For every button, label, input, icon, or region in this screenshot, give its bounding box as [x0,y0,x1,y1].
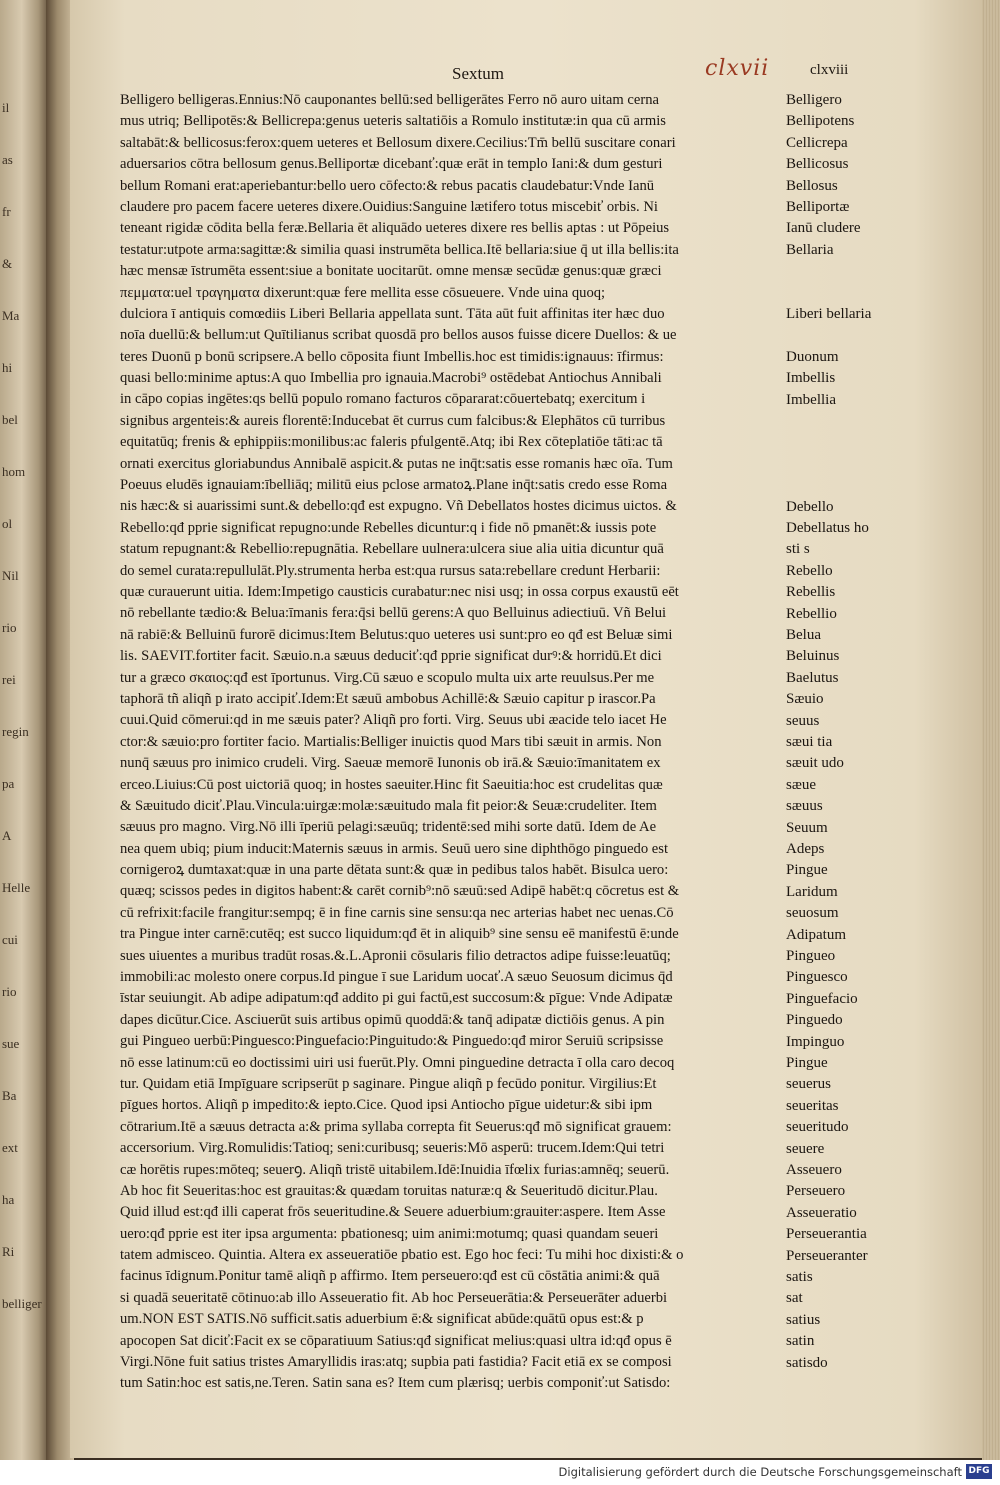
margin-keyword: Pinguedo [786,1012,843,1029]
margin-keyword: sæui tia [786,734,833,750]
text-line: ornati exercitus gloriabundus Annibalē aspicit.& putas ne inq̄t:satis esse romanis hæc oīa. Tum [120,455,673,472]
margin-keyword: Pinguefacio [786,990,858,1007]
text-line: Ab hoc fit Seueritas:hoc est grauitas:& quædam toruitas naturæ:q & Seueritudō dicitur.Plau. [120,1182,658,1199]
margin-keyword: satisdo [786,1354,828,1371]
facing-page-fragment: Ma [2,308,20,323]
text-line: Rebello:qđ pprie significat repugno:unde Rebelles dicuntur:q i fide nō pmanēt:& iussis pote [120,519,657,536]
text-line: gui Pingueo uerbū:Pinguesco:Pinguefacio:Pinguitudo:& Pinguedo:qđ miror Seruiū scripsisse [120,1033,664,1050]
text-line: nō esse latinum:cū eo doctissimi uiri usi fuerūt.Ply. Omni pinguedine detracta ī olla caro decoq [120,1054,675,1071]
facing-page-fragment: Ba [2,1088,17,1103]
facing-page-fragment: bel [2,412,18,427]
text-line: tur. Quidam etiā Impīguare scripserūt p saginare. Pingue aliqñ p fecūdo ponitur. Virgilius:Et [120,1075,657,1092]
text-line: accersorium. Virg.Romulidis:Tatioq; seni:curibusq; seueris:Mō asperū: trucem.Idem:Qui tetri [120,1140,665,1157]
margin-keyword: Bellicosus [786,156,849,173]
text-line: lis. SAEVIT.fortiter facit. Sæuio.n.a sæuus deduciť:qđ pprie significat durꝰ:& horridū.Et dici [120,648,662,665]
text-line: bellum Romani erat:aperiebantur:bello uero cōfecto:& rebus pacatis claudebatur:Vnde Ianū [120,177,655,194]
text-line: cornigeroꝝ dumtaxat:quæ in una parte dētata sunt:& quæ in pedibus talos habēt. Bisulca uero: [120,862,669,879]
text-line: cæ horētis rupes:mōteq; seuerꝯ. Aliqñ tristē uitabilem.Idē:Inuidia īfœlix furias:amnēq; seuerū. [120,1161,670,1178]
text-line: erceo.Liuius:Cū post uictoriā quoq; in hostes saeuiter.Hinc fit Saeuitia:hoc est crudelitas quæ [120,776,663,793]
text-line: do semel curata:repullulāt.Ply.strumenta herba est:qua rursus sata:rebellare credunt Herbarii: [120,562,661,579]
text-line: tatem admisceo. Quintia. Altera ex asseueratiōe pbatio est. Ego hoc feci: Tu mihi hoc dixisti:& o [120,1247,684,1264]
text-line: nā rabiē:& Belluinū furorē dicimus:Item Belutus:quo ueteres usi sunt:pro eo qđ est Beluæ simi [120,626,673,643]
text-line: teres Duonū p bonū scripsere.A bello cōposita fiunt Imbellis.hoc est timidis:ignauus: īfirmus: [120,348,664,365]
text-line: noīa duellū:& bellum:ut Quītilianus scribat quosdā pro bellos ausos fuisse dicere Duellos: & ue [120,327,677,344]
text-line: Poeuus eludēs ignauiam:ībelliāq; militū eius pclose armatoꝝ.Plane inq̄t:satis credo esse Roma [120,477,668,494]
text-line: & Sæuitudo diciť.Plau.Vincula:uirgæ:molæ:sæuitudo mala fit peior:& Seuæ:crudeliter. Item [120,797,657,814]
facing-page-fragment: il [2,100,10,115]
facing-page-fragment: ext [2,1140,18,1155]
text-line: um.NON EST SATIS.Nō sufficit.satis aduerbium ē:& significat abūde:quātū opus est:& p [120,1311,644,1328]
margin-keyword: seuosum [786,905,839,922]
margin-keyword: Liberi bellaria [786,306,872,322]
text-line: immobili:ac molesto onere corpus.Id pingue ī sue Laridum uocať.A sæuo Seuosum dicimus q̄d [120,969,673,986]
text-line: aduersarios cōtra bellosum genus.Belliportæ dicebanť:quæ erāt in templo Iani:& dum gesturi [120,156,663,173]
margin-keyword: seueritas [786,1097,839,1114]
running-head: Sextum [452,64,504,83]
text-line: quæ curauerunt uitia. Idem:Impetigo causticis curabatur:nec nisi usq; in ossa corpus exaustū eēt [120,583,679,600]
text-line: nea quem ubiq; pium inducit:Maternis sæuus in armis. Seuū uero sine diphthōgo pinguedo est [120,840,669,857]
margin-keyword: Debello [786,498,834,515]
margin-keyword: Pingue [786,862,828,879]
facing-page-fragment: Nil [2,568,19,583]
facing-page-fragment: rei [2,672,16,687]
text-line: ctor:& sæuio:pro fortiter facio. Martialis:Belliger inuictis quod Mars tibi sæuit in armis. Non [120,733,662,750]
margin-keyword: Rebellio [786,605,837,622]
text-line: teneant rigidæ cōdita bella feræ.Bellaria ēt aliquādo ueteres dixere res bellis aptas : ut Pōpeius [120,220,670,237]
text-line: tum Satin:hoc est satis,ne.Teren. Satin sana es? Item cum plærisq; uerbis componiť:ut Satisdo: [120,1375,671,1392]
margin-keyword: Belligero [786,92,842,108]
text-line: hæc mensæ īstrumēta essent:siue a bonitate uocitarūt. omne mensæ secūdæ genus:quæ græci [120,263,662,280]
margin-keyword: Adeps [786,841,825,857]
facing-page-fragment: regin [2,724,29,739]
margin-keyword: Pingue [786,1055,828,1071]
facing-page-fragment: cui [2,932,18,947]
margin-keyword: Rebello [786,562,833,579]
text-line: testatur:utpote arma:sagittæ:& similia quasi instrumēta bellica.Itē bellaria:siue q̄ ut illa bellis:ita [120,241,679,258]
margin-keyword: satis [786,1269,813,1285]
margin-keyword: Bellosus [786,177,838,194]
margin-keyword: sat [786,1290,803,1307]
facing-page-fragment: hi [2,360,13,375]
text-line: Quid illud est:qđ illi caperat frōs seueritudine.& Seuere aduerbium:grauiter:aspere. Item Asse [120,1204,666,1221]
facing-page-fragment: ol [2,516,13,531]
text-line: nō rebellante tædio:& Belua:īmanis fera:q̄si bellū gerens:A quo Belluinus adiectiuū. Vñ Belui [120,605,667,622]
facing-page-fragment: pa [2,776,15,791]
margin-keyword: sæuus [786,798,823,815]
margin-keyword: sæue [786,776,816,793]
facing-page-fragment: Ri [2,1244,15,1259]
text-line: uero:qđ pprie est iter ipsa argumenta: pbationesq; uim animi:motumq; quasi quandam seueri [120,1225,659,1242]
text-line: in cāpo copias ingētes:qs bellū populo romano facturos cōpararat:cōuertebatq; exercitum i [120,391,646,408]
margin-keyword: Debellatus ho [786,520,869,536]
text-line: quasi bello:minime aptus:A quo Imbellia pro ignauia.Macrobi⁹ ostēdebat Antiochus Annibali [120,370,662,387]
text-line: tur a græco σκαιος:qđ est īportunus. Virg.Cū sæuo e scopulo multa uix arte reuulsus.Per me [120,669,655,686]
text-line: signibus argenteis:& aureis florentē:Inducebat ēt currus cum falcibus:& Elephātos cū turribus [120,412,666,429]
facing-page-fragment: belliger [2,1296,42,1311]
text-line: Virgi.Nōne fuit satius tristes Amaryllidis iras:atq; supbia pati fastidia? Facit etiā ex se composi [120,1354,672,1371]
margin-keyword: Laridum [786,883,838,900]
facing-page-fragment: rio [2,620,17,635]
margin-keyword: satin [786,1333,815,1350]
facing-page-fragment: A [2,828,12,843]
text-line: tra Pingue inter carnē:cutēq; est succo liquidum:qđ ēt in aliquib⁹ sine sensu eē manifestū ē:unde [120,926,679,943]
margin-keyword: Perseuerantia [786,1226,867,1243]
margin-keyword: seuus [786,712,820,729]
margin-keyword: Bellaria [786,241,834,258]
facing-page-fragment: hom [2,464,26,479]
margin-keyword: Impinguo [786,1033,845,1050]
margin-keyword: seueritudo [786,1119,849,1136]
text-line: quæq; scissos pedes in digitos habent:& carēt cornib⁹:nō sæuū:sed Adipē habēt:q cōcretus est & [120,883,680,900]
text-line: facinus īdignum.Ponitur tamē aliqñ p affirmo. Item perseuero:qđ est cū cōstātia animi:& quā [120,1268,660,1285]
text-line: Belligero belligeras.Ennius:Nō cauponantes bellū:sed belligerātes Ferro nō auro uitam cerna [120,92,659,108]
margin-keyword: Cellicrepa [786,134,848,151]
text-line: sues uiuentes a muribus tradūt rosas.&.L.Apronii cōsularis filio detractos adipe fuisse:leuatūq; [120,947,671,964]
margin-keyword: satius [786,1311,821,1328]
margin-keyword: Belliportæ [786,199,850,215]
margin-keyword: Beluinus [786,648,840,665]
text-line: cū refrixit:facile frangitur:sempq; ē in fine carnis sine sensu:qa nec arterias habet nec uenas.Cō [120,904,674,921]
digitization-footer [0,1460,1000,1485]
text-line: equitatūq; frenis & ephippiis:monilibus:ac faleris pfulgentē.Atq; ibi Rex cōteplatiōe tāti:ac tā [120,434,663,451]
margin-keyword: Pingueo [786,948,836,964]
text-line: dapes dicūtur.Cice. Asciuerūt suis artibus opimū quoddā:& tanq̄ adipatæ dictiōis genus. A pin [120,1011,665,1028]
text-line: sæuus pro magno. Virg.Nō illi īperiū pelagi:sæuūq; tridentē:sed mihi sorte datū. Idem de Ae [120,819,657,836]
facing-page-fragment: sue [2,1036,20,1051]
main-text-column [120,90,776,1395]
margin-keyword: Baelutus [786,669,839,686]
text-line: mus utriq; Bellipotēs:& Bellicrepa:genus ueteris saltatiōis a Romulo institutæ:in qua cū armis [120,113,666,130]
text-line: taphorā tñ aliqñ p irato accipiť.Idem:Et sæuū ambobus Achillē:& Sæuio capitur p irascor.Pa [120,690,656,707]
text-line: nunq̄ sæuus pro inimico crudeli. Virg. Saeuæ memorē Iunonis ob irā.& Sæuio:īmanitatem ex [120,755,661,772]
text-line: nis hæc:& si auarissimi sunt.& debello:qđ est expugno. Vñ Debellatos hostes dicimus uictos. & [120,498,677,515]
manuscript-folio-note: clxvii [705,56,770,81]
text-line: statum repugnant:& Rebellio:repugnātia. Rebellare uulnera:ulcera siue alia uitia dicuntur quā [120,541,664,558]
text-line: claudere pro pacem facere ueteres dixere.Ouidius:Sanguine lætifero totus miscebiť orbis. Ni [120,198,658,215]
margin-keyword: Adipatum [786,926,846,943]
margin-keyword: seuere [786,1140,825,1157]
margin-keyword: Perseueranter [786,1247,868,1264]
margin-keyword: Pinguesco [786,969,848,986]
text-line: saltabāt:& bellicosus:ferox:quem ueteres et Bellosum dixere.Cecilius:Tm̄ bellū suscitare conari [120,134,676,151]
margin-keyword: Ianū cludere [786,220,861,237]
margin-keyword: sti s [786,541,810,558]
margin-keyword: Imbellis [786,370,836,387]
facing-page-fragment: as [2,152,13,167]
margin-keyword: Perseuero [786,1183,846,1200]
facing-page-fragment: ha [2,1192,15,1207]
margin-keyword: Belua [786,627,821,643]
text-line: apocopen Sat diciť:Facit ex se cōparatiuum Satius:qđ significat melius:quasi ultra id:qđ opus ē [120,1332,672,1349]
text-line: īstar seuiungit. Ab adipe adipatum:qđ addito pi gui factū,est succosum:& pīgue: Vnde Adipatæ [120,990,673,1007]
text-line: cuui.Quid cōmerui:qd in me sæuis pater? Aliqñ pro forti. Virg. Seuus ubi æacide telo iacet He [120,712,667,729]
margin-keyword: sæuit udo [786,755,844,772]
text-line: pīgues hortos. Aliqñ p impedito:& iepto.Cice. Quod ipsi Antiocho pīgue uidetur:& sibi ipm [120,1097,653,1114]
margin-keyword: Duonum [786,348,839,365]
facing-page-fragment: & [2,256,13,271]
margin-keyword: Seuum [786,819,828,836]
text-line: cōtrarium.Itē a sæuus detracta a:& prima syllaba correpta fit Seuerus:qđ mō significat grauem: [120,1118,672,1135]
funding-credit: Digitalisierung gefördert durch die Deutsche Forschungsgemeinschaft [558,1465,962,1479]
text-line: dulciora ī antiquis comœdiis Liberi Bellaria appellata sunt. Tāta aūt fuit affinitas iter hæc duo [120,305,665,322]
margin-keyword: Rebellis [786,584,836,601]
page-stack-edge [982,0,1000,1460]
margin-keyword: seuerus [786,1076,831,1093]
margin-keyword: Sæuio [786,691,824,708]
margin-keyword: Asseuero [786,1162,842,1178]
dfg-logo: DFG [966,1464,992,1479]
facing-page-edge [0,0,48,1460]
margin-keyword: Bellipotens [786,113,855,130]
text-line: πεμματα:uel τραγηματα dixerunt:quæ fere mellita esse cōsueuere. Vnde uina quoq; [120,284,606,301]
margin-keyword: Asseueratio [786,1204,857,1221]
margin-keyword: Imbellia [786,391,836,408]
facing-page-fragment: Helle [2,880,31,895]
facing-page-fragment: fr [2,204,11,219]
folio-number: clxviii [810,62,849,78]
facing-page-fragment: rio [2,984,17,999]
text-line: si quadā seueritatē cōtinuo:ab illo Asseueratio fit. Ab hoc Perseuerātia:& Perseuerāter aduerbi [120,1289,668,1306]
